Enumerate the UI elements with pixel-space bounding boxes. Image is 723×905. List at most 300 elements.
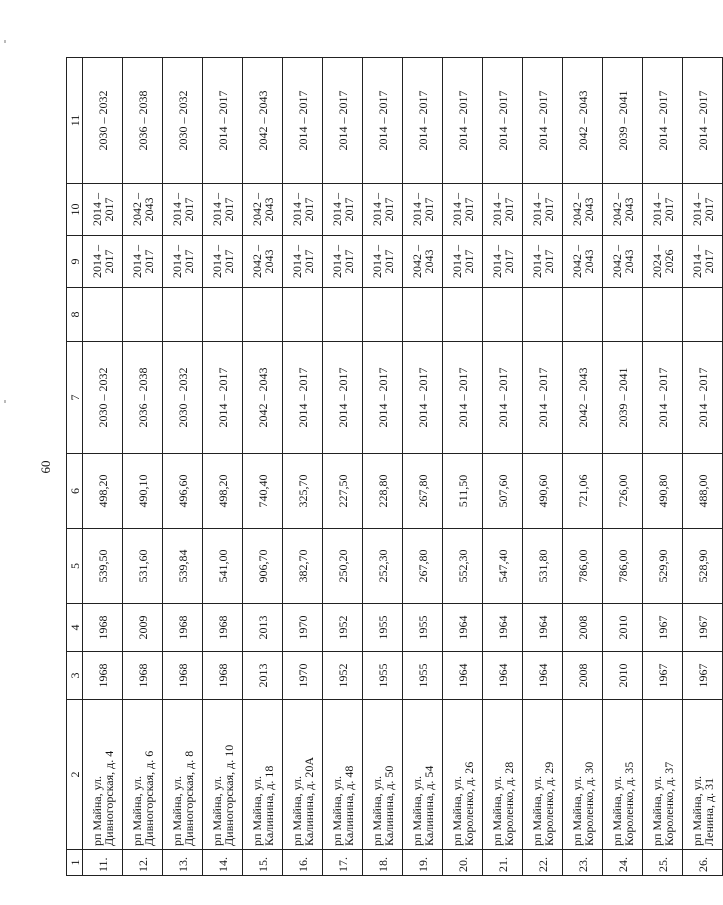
cell-text: 498,20	[215, 474, 230, 508]
table-cell	[523, 288, 563, 342]
table-cell	[203, 288, 243, 342]
cell-text: 2042 – 2043	[575, 90, 590, 151]
cell-text: 2043	[421, 249, 436, 274]
cell-text: 2043	[581, 197, 596, 222]
table-cell	[323, 58, 363, 184]
cell-text: рп Майна, ул.	[449, 775, 464, 846]
cell-text: рп Майна, ул.	[129, 775, 144, 846]
cell-text: 2009	[135, 615, 150, 640]
cell-text: 1955	[415, 615, 430, 640]
cell-text: 228,80	[375, 474, 390, 508]
table-cell	[403, 236, 443, 288]
table-cell	[163, 454, 203, 529]
cell-text: 252,30	[375, 549, 390, 583]
table-cell	[123, 529, 163, 604]
table-cell	[403, 529, 443, 604]
table-cell	[83, 58, 123, 184]
table-cell	[283, 529, 323, 604]
table-cell	[123, 236, 163, 288]
cell-text: 267,80	[415, 549, 430, 583]
cell-text: 1967	[695, 663, 710, 688]
table-cell	[203, 652, 243, 700]
cell-text: 2014 – 2017	[695, 367, 710, 428]
cell-text: 11.	[95, 857, 110, 872]
cell-text: 498,20	[95, 474, 110, 508]
cell-text: 20.	[455, 857, 470, 872]
cell-text: рп Майна, ул.	[529, 775, 544, 846]
cell-text: 2017	[301, 249, 316, 274]
table-cell	[163, 184, 203, 236]
cell-text: 2014 –	[449, 193, 464, 226]
cell-text: 511,50	[455, 474, 470, 508]
table-cell	[643, 850, 683, 876]
table-cell	[363, 652, 403, 700]
cell-text: 2014 –	[89, 245, 104, 278]
cell-text: 2014 –	[489, 193, 504, 226]
cell-text: 2036 – 2038	[135, 90, 150, 151]
cell-text: 16.	[295, 857, 310, 872]
cell-text: 721,06	[575, 474, 590, 508]
table-cell	[603, 700, 643, 850]
table-cell	[443, 529, 483, 604]
table-cell	[163, 604, 203, 652]
table-cell	[643, 529, 683, 604]
cell-text: 740,40	[255, 474, 270, 508]
cell-text: 1955	[375, 663, 390, 688]
cell-text: 726,00	[615, 474, 630, 508]
cell-text: 2043	[621, 197, 636, 222]
cell-text: рп Майна, ул.	[289, 775, 304, 846]
table-cell	[203, 454, 243, 529]
cell-text: 2014 – 2017	[215, 367, 230, 428]
table-cell	[243, 604, 283, 652]
cell-text: 17.	[335, 857, 350, 872]
table-cell	[283, 184, 323, 236]
cell-text: 2042 –	[569, 245, 584, 278]
table-row	[443, 58, 483, 876]
table-cell	[323, 288, 363, 342]
scan-edge-mark	[4, 400, 6, 403]
table-cell	[483, 58, 523, 184]
table-cell	[363, 700, 403, 850]
cell-text: 1964	[535, 663, 550, 688]
table-cell	[403, 604, 443, 652]
table-cell	[683, 700, 723, 850]
table-cell	[123, 454, 163, 529]
cell-text: 1968	[215, 663, 230, 688]
cell-text: 2014 –	[169, 245, 184, 278]
table-cell	[363, 236, 403, 288]
table-cell	[643, 58, 683, 184]
cell-text: Короленко, д. 37	[661, 761, 676, 846]
header-cell: 4	[67, 604, 83, 652]
table-cell	[243, 850, 283, 876]
cell-text: 2014 – 2017	[495, 367, 510, 428]
table-cell	[683, 288, 723, 342]
cell-text: 1964	[495, 663, 510, 688]
header-cell: 10	[67, 184, 83, 236]
cell-text: 2042 – 2043	[575, 367, 590, 428]
table-cell	[403, 454, 443, 529]
cell-text: 2017	[381, 249, 396, 274]
table-cell	[323, 652, 363, 700]
header-cell: 5	[67, 529, 83, 604]
table-cell	[83, 236, 123, 288]
cell-text: рп Майна, ул.	[489, 775, 504, 846]
header-cell: 3	[67, 652, 83, 700]
cell-text: 488,00	[695, 474, 710, 508]
cell-text: 2010	[615, 615, 630, 640]
cell-text: 2014 – 2017	[215, 90, 230, 151]
cell-text: 496,60	[175, 474, 190, 508]
table-cell	[443, 454, 483, 529]
cell-text: 2013	[255, 615, 270, 640]
table-cell	[83, 454, 123, 529]
table-cell	[123, 288, 163, 342]
cell-text: 2042 – 2043	[255, 90, 270, 151]
table-cell	[243, 652, 283, 700]
cell-text: 2043	[581, 249, 596, 274]
cell-text: 2030 – 2032	[95, 90, 110, 151]
table-cell	[683, 236, 723, 288]
table-cell	[283, 850, 323, 876]
table-cell	[443, 342, 483, 454]
table-cell	[203, 236, 243, 288]
table-cell	[643, 700, 683, 850]
table-cell	[483, 850, 523, 876]
table-row	[123, 58, 163, 876]
cell-text: 2042 –	[609, 245, 624, 278]
cell-text: рп Майна, ул.	[329, 775, 344, 846]
cell-text: 2014 – 2017	[455, 90, 470, 151]
header-cell: 11	[67, 58, 83, 184]
table-cell	[83, 652, 123, 700]
cell-text: 2017	[101, 249, 116, 274]
cell-text: 2014 – 2017	[695, 90, 710, 151]
table-row	[403, 58, 443, 876]
cell-text: 1952	[335, 615, 350, 640]
cell-text: 531,60	[135, 549, 150, 583]
table-cell	[483, 342, 523, 454]
cell-text: рп Майна, ул.	[249, 775, 264, 846]
table-cell	[523, 529, 563, 604]
table-cell	[363, 529, 403, 604]
cell-text: 2042 –	[249, 193, 264, 226]
cell-text: рп Майна, ул.	[409, 775, 424, 846]
page-number: 60	[38, 460, 53, 474]
cell-text: 2017	[501, 197, 516, 222]
header-cell: 7	[67, 342, 83, 454]
table-cell	[603, 652, 643, 700]
table-cell	[483, 184, 523, 236]
table-row	[283, 58, 323, 876]
table-cell	[603, 236, 643, 288]
cell-text: 2043	[261, 197, 276, 222]
cell-text: 2014 –	[369, 245, 384, 278]
cell-text: 2014 –	[289, 245, 304, 278]
table-cell	[403, 58, 443, 184]
table-cell	[403, 288, 443, 342]
table-cell	[443, 288, 483, 342]
cell-text: 2014 –	[689, 245, 704, 278]
table-cell	[683, 184, 723, 236]
table-cell	[163, 700, 203, 850]
table-cell	[483, 652, 523, 700]
table-cell	[683, 58, 723, 184]
table-cell	[163, 288, 203, 342]
table-cell	[163, 850, 203, 876]
cell-text: рп Майна, ул.	[569, 775, 584, 846]
table-cell	[523, 604, 563, 652]
table-cell	[283, 700, 323, 850]
cell-text: рп Майна, ул.	[169, 775, 184, 846]
table-cell	[523, 236, 563, 288]
cell-text: 2017	[181, 249, 196, 274]
table-cell	[683, 604, 723, 652]
table-cell	[523, 184, 563, 236]
cell-text: 19.	[415, 857, 430, 872]
cell-text: 2008	[575, 615, 590, 640]
cell-text: 2017	[381, 197, 396, 222]
table-cell	[563, 184, 603, 236]
housing-table	[66, 57, 723, 876]
table-cell	[83, 288, 123, 342]
cell-text: 2014 – 2017	[295, 90, 310, 151]
cell-text: 2030 – 2032	[175, 90, 190, 151]
cell-text: 539,84	[175, 549, 190, 583]
cell-text: 227,50	[335, 474, 350, 508]
cell-text: Калинина, д. 54	[421, 765, 436, 846]
cell-text: 2017	[101, 197, 116, 222]
table-cell	[323, 700, 363, 850]
table-cell	[643, 604, 683, 652]
cell-text: 2043	[141, 197, 156, 222]
cell-text: 531,80	[535, 549, 550, 583]
table-cell	[523, 652, 563, 700]
table-cell	[603, 288, 643, 342]
cell-text: рп Майна, ул.	[89, 775, 104, 846]
table-cell	[403, 184, 443, 236]
cell-text: 2014 – 2017	[335, 90, 350, 151]
cell-text: 1955	[375, 615, 390, 640]
cell-text: 2042 –	[129, 193, 144, 226]
table-cell	[243, 58, 283, 184]
cell-text: 1964	[455, 615, 470, 640]
table-row	[603, 58, 643, 876]
cell-text: 541,00	[215, 549, 230, 583]
table-cell	[243, 236, 283, 288]
table-cell	[523, 342, 563, 454]
cell-text: 2017	[341, 197, 356, 222]
cell-text: 1964	[455, 663, 470, 688]
cell-text: Короленко, д. 28	[501, 761, 516, 846]
table-cell	[363, 184, 403, 236]
cell-text: 2014 – 2017	[415, 90, 430, 151]
header-cell: 8	[67, 288, 83, 342]
cell-text: 2014 –	[329, 245, 344, 278]
table-row	[243, 58, 283, 876]
header-cell: 9	[67, 236, 83, 288]
cell-text: 25.	[655, 857, 670, 872]
cell-text: 2036 – 2038	[135, 367, 150, 428]
table-cell	[83, 604, 123, 652]
cell-text: 2039 – 2041	[615, 367, 630, 428]
table-cell	[443, 184, 483, 236]
table-cell	[563, 604, 603, 652]
cell-text: 2014 –	[329, 193, 344, 226]
table-row	[163, 58, 203, 876]
table-cell	[603, 529, 643, 604]
cell-text: 1952	[335, 663, 350, 688]
cell-text: 1970	[295, 663, 310, 688]
cell-text: 1968	[135, 663, 150, 688]
cell-text: рп Майна, ул.	[369, 775, 384, 846]
cell-text: 2014 –	[209, 245, 224, 278]
cell-text: 1964	[495, 615, 510, 640]
cell-text: 2014 –	[369, 193, 384, 226]
cell-text: 1968	[215, 615, 230, 640]
table-cell	[283, 236, 323, 288]
cell-text: 2014 – 2017	[535, 367, 550, 428]
table-cell	[83, 850, 123, 876]
table-cell	[563, 700, 603, 850]
table-row	[523, 58, 563, 876]
table-cell	[643, 652, 683, 700]
table-cell	[563, 58, 603, 184]
table-cell	[203, 700, 243, 850]
table-row	[643, 58, 683, 876]
cell-text: 2017	[181, 197, 196, 222]
cell-text: 2017	[661, 197, 676, 222]
rotated-page	[38, 58, 716, 876]
table-cell	[403, 850, 443, 876]
table-cell	[83, 342, 123, 454]
cell-text: 2010	[615, 663, 630, 688]
cell-text: 2014 – 2017	[335, 367, 350, 428]
table-cell	[563, 850, 603, 876]
table-cell	[483, 288, 523, 342]
cell-text: 2017	[301, 197, 316, 222]
table-cell	[243, 700, 283, 850]
cell-text: 325,70	[295, 474, 310, 508]
cell-text: 2013	[255, 663, 270, 688]
table-cell	[403, 652, 443, 700]
table-row	[323, 58, 363, 876]
table-cell	[363, 604, 403, 652]
cell-text: 490,60	[535, 474, 550, 508]
table-cell	[323, 850, 363, 876]
cell-text: 2030 – 2032	[175, 367, 190, 428]
cell-text: 2039 – 2041	[615, 90, 630, 151]
cell-text: 2026	[661, 249, 676, 274]
table-cell	[243, 454, 283, 529]
cell-text: 2008	[575, 663, 590, 688]
table-cell	[243, 288, 283, 342]
table-cell	[523, 58, 563, 184]
table-cell	[203, 184, 243, 236]
table-cell	[683, 529, 723, 604]
table-row	[83, 58, 123, 876]
table-cell	[283, 342, 323, 454]
header-cell: 1	[67, 850, 83, 876]
cell-text: 2014 –	[89, 193, 104, 226]
cell-text: 22.	[535, 857, 550, 872]
table-cell	[163, 529, 203, 604]
cell-text: Короленко, д. 35	[621, 761, 636, 846]
table-cell	[643, 288, 683, 342]
cell-text: 2014 –	[489, 245, 504, 278]
cell-text: 2042 –	[609, 193, 624, 226]
cell-text: рп Майна, ул.	[649, 775, 664, 846]
cell-text: 2014 –	[529, 245, 544, 278]
table-cell	[243, 184, 283, 236]
table-row	[363, 58, 403, 876]
header-cell: 2	[67, 700, 83, 850]
cell-text: 906,70	[255, 549, 270, 583]
cell-text: 21.	[495, 857, 510, 872]
table-cell	[203, 529, 243, 604]
table-cell	[603, 454, 643, 529]
table-cell	[203, 604, 243, 652]
cell-text: 2024 –	[649, 245, 664, 278]
cell-text: 13.	[175, 857, 190, 872]
cell-text: 15.	[255, 857, 270, 872]
table-cell	[123, 604, 163, 652]
cell-text: 2014 – 2017	[295, 367, 310, 428]
table-cell	[83, 529, 123, 604]
cell-text: 2014 –	[689, 193, 704, 226]
table-cell	[163, 236, 203, 288]
table-cell	[563, 652, 603, 700]
table-row	[563, 58, 603, 876]
table-cell	[243, 342, 283, 454]
cell-text: 26.	[695, 857, 710, 872]
table-cell	[403, 700, 443, 850]
cell-text: 12.	[135, 857, 150, 872]
table-cell	[643, 236, 683, 288]
table-cell	[443, 850, 483, 876]
table-cell	[363, 454, 403, 529]
cell-text: рп Майна, ул.	[609, 775, 624, 846]
table-cell	[563, 342, 603, 454]
table-cell	[563, 454, 603, 529]
cell-text: 2014 – 2017	[655, 90, 670, 151]
table-cell	[603, 58, 643, 184]
table-cell	[283, 288, 323, 342]
table-cell	[563, 236, 603, 288]
cell-text: 1967	[655, 615, 670, 640]
cell-text: 2014 –	[169, 193, 184, 226]
cell-text: 2030 – 2032	[95, 367, 110, 428]
table-cell	[203, 850, 243, 876]
table-cell	[363, 850, 403, 876]
table-cell	[83, 700, 123, 850]
table-cell	[283, 58, 323, 184]
table-row	[483, 58, 523, 876]
cell-text: 1964	[535, 615, 550, 640]
cell-text: 1968	[95, 663, 110, 688]
cell-text: 2017	[501, 249, 516, 274]
cell-text: 2042 –	[409, 245, 424, 278]
cell-text: 14.	[215, 857, 230, 872]
table-cell	[243, 529, 283, 604]
cell-text: 528,90	[695, 549, 710, 583]
table-cell	[443, 236, 483, 288]
table-cell	[483, 236, 523, 288]
cell-text: Короленко, д. 29	[541, 761, 556, 846]
cell-text: 267,80	[415, 474, 430, 508]
scan-edge-mark	[4, 40, 6, 43]
